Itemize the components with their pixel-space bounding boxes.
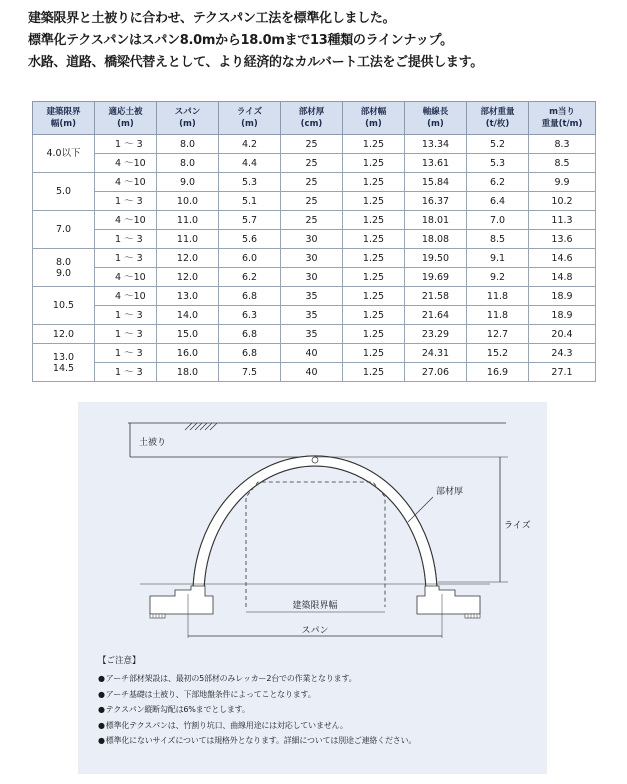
member-weight-cell: 16.9 bbox=[467, 363, 529, 382]
span-cell: 12.0 bbox=[157, 268, 219, 287]
axis-length-cell: 19.69 bbox=[405, 268, 467, 287]
member-width-cell: 1.25 bbox=[343, 211, 405, 230]
member-weight-cell: 15.2 bbox=[467, 344, 529, 363]
member-width-cell: 1.25 bbox=[343, 173, 405, 192]
header-limit-width: 建築限界 幅(m) bbox=[33, 102, 95, 135]
member-weight-cell: 11.8 bbox=[467, 287, 529, 306]
soil-cover-cell: 4 ～10 bbox=[95, 268, 157, 287]
header-span: スパン (m) bbox=[157, 102, 219, 135]
member-width-cell: 1.25 bbox=[343, 268, 405, 287]
weight-per-m-cell: 18.9 bbox=[529, 287, 596, 306]
ground-hatch bbox=[185, 423, 217, 430]
note-item: ●アーチ基礎は土被り、下部地盤条件によってことなります。 bbox=[98, 689, 316, 699]
rise-cell: 6.0 bbox=[219, 249, 281, 268]
table-row bbox=[33, 230, 596, 249]
weight-per-m-cell: 8.5 bbox=[529, 154, 596, 173]
thickness-cell: 40 bbox=[281, 344, 343, 363]
limit-width-cell: 8.0 9.0 bbox=[33, 249, 95, 287]
rise-cell: 5.3 bbox=[219, 173, 281, 192]
table-row bbox=[33, 135, 596, 154]
note-item: ●標準化テクスパンは、竹割り坑口、曲線用途には対応していません。 bbox=[98, 720, 348, 730]
header-member-width: 部材幅 (m) bbox=[343, 102, 405, 135]
member-width-cell: 1.25 bbox=[343, 135, 405, 154]
member-width-cell: 1.25 bbox=[343, 192, 405, 211]
soil-cover-cell: 1 ～ 3 bbox=[95, 249, 157, 268]
limit-width-cell: 13.0 14.5 bbox=[33, 344, 95, 382]
span-cell: 10.0 bbox=[157, 192, 219, 211]
limit-width-cell: 4.0以下 bbox=[33, 135, 95, 173]
soil-cover-cell: 4 ～10 bbox=[95, 287, 157, 306]
weight-per-m-cell: 27.1 bbox=[529, 363, 596, 382]
intro-line: 水路、道路、橋梁代替えとして、より経済的なカルバート工法をご提供します。 bbox=[28, 55, 483, 70]
member-weight-cell: 9.1 bbox=[467, 249, 529, 268]
rise-cell: 5.6 bbox=[219, 230, 281, 249]
soil-cover-cell: 1 ～ 3 bbox=[95, 135, 157, 154]
bullet-icon: ● bbox=[98, 689, 105, 699]
rise-cell: 7.5 bbox=[219, 363, 281, 382]
member-width-cell: 1.25 bbox=[343, 306, 405, 325]
notes-list bbox=[98, 671, 538, 749]
arch-outer-edge bbox=[193, 456, 437, 594]
soil-cover-cell: 4 ～10 bbox=[95, 211, 157, 230]
member-weight-cell: 5.3 bbox=[467, 154, 529, 173]
rise-cell: 6.8 bbox=[219, 344, 281, 363]
thickness-cell: 25 bbox=[281, 135, 343, 154]
weight-per-m-cell: 14.6 bbox=[529, 249, 596, 268]
clearance-label: 建築限界幅 bbox=[292, 601, 338, 611]
weight-per-m-cell: 20.4 bbox=[529, 325, 596, 344]
axis-length-cell: 13.61 bbox=[405, 154, 467, 173]
axis-length-cell: 23.29 bbox=[405, 325, 467, 344]
thickness-cell: 30 bbox=[281, 268, 343, 287]
thickness-cell: 25 bbox=[281, 192, 343, 211]
table-row bbox=[33, 192, 596, 211]
right-foundation bbox=[417, 586, 480, 618]
thickness-cell: 35 bbox=[281, 325, 343, 344]
limit-width-cell: 12.0 bbox=[33, 325, 95, 344]
axis-length-cell: 19.50 bbox=[405, 249, 467, 268]
header-weight-per-m: m当り 重量(t/m) bbox=[529, 102, 596, 135]
member-weight-cell: 5.2 bbox=[467, 135, 529, 154]
weight-per-m-cell: 13.6 bbox=[529, 230, 596, 249]
axis-length-cell: 21.58 bbox=[405, 287, 467, 306]
thickness-cell: 30 bbox=[281, 249, 343, 268]
member-weight-cell: 8.5 bbox=[467, 230, 529, 249]
member-weight-cell: 7.0 bbox=[467, 211, 529, 230]
soil-cover-cell: 4 ～10 bbox=[95, 154, 157, 173]
bullet-icon: ● bbox=[98, 720, 105, 730]
notes bbox=[98, 654, 538, 749]
intro-line: 建築限界と土被りに合わせ、テクスパン工法を標準化しました。 bbox=[28, 11, 396, 26]
arch-diagram bbox=[78, 402, 547, 774]
thickness-cell: 25 bbox=[281, 211, 343, 230]
soil-cover-cell: 1 ～ 3 bbox=[95, 192, 157, 211]
header-rise: ライズ (m) bbox=[219, 102, 281, 135]
soil-cover-cell: 1 ～ 3 bbox=[95, 230, 157, 249]
rise-cell: 4.4 bbox=[219, 154, 281, 173]
axis-length-cell: 27.06 bbox=[405, 363, 467, 382]
soil-cover-cell: 4 ～10 bbox=[95, 173, 157, 192]
rise-cell: 5.7 bbox=[219, 211, 281, 230]
note-item: ●テクスパン縦断勾配は6%までとします。 bbox=[98, 705, 250, 714]
span-cell: 8.0 bbox=[157, 135, 219, 154]
weight-per-m-cell: 9.9 bbox=[529, 173, 596, 192]
table-row bbox=[33, 344, 596, 363]
span-cell: 13.0 bbox=[157, 287, 219, 306]
axis-length-cell: 24.31 bbox=[405, 344, 467, 363]
header-soil-cover: 適応土被 (m) bbox=[95, 102, 157, 135]
span-cell: 11.0 bbox=[157, 230, 219, 249]
limit-width-cell: 5.0 bbox=[33, 173, 95, 211]
limit-width-cell: 7.0 bbox=[33, 211, 95, 249]
intro-text bbox=[28, 8, 618, 74]
note-item: ●アーチ部材架設は、最初の5部材のみレッカー2台での作業となります。 bbox=[98, 674, 357, 683]
arch-member bbox=[193, 456, 437, 594]
cover-label: 土被り bbox=[139, 438, 167, 448]
intro-line: 標準化テクスパンはスパン8.0mから18.0mまで13種類のラインナップ。 bbox=[28, 33, 453, 48]
weight-per-m-cell: 14.8 bbox=[529, 268, 596, 287]
axis-length-cell: 16.37 bbox=[405, 192, 467, 211]
span-cell: 16.0 bbox=[157, 344, 219, 363]
arch-outline bbox=[193, 456, 437, 594]
member-weight-cell: 12.7 bbox=[467, 325, 529, 344]
bullet-icon: ● bbox=[98, 674, 105, 683]
span-cell: 18.0 bbox=[157, 363, 219, 382]
bullet-icon: ● bbox=[98, 736, 105, 745]
weight-per-m-cell: 11.3 bbox=[529, 211, 596, 230]
header-thickness: 部材厚 (cm) bbox=[281, 102, 343, 135]
soil-cover-cell: 1 ～ 3 bbox=[95, 325, 157, 344]
member-width-cell: 1.25 bbox=[343, 363, 405, 382]
weight-per-m-cell: 24.3 bbox=[529, 344, 596, 363]
axis-length-cell: 15.84 bbox=[405, 173, 467, 192]
rise-cell: 4.2 bbox=[219, 135, 281, 154]
member-width-cell: 1.25 bbox=[343, 287, 405, 306]
thickness-cell: 35 bbox=[281, 287, 343, 306]
thickness-cell: 25 bbox=[281, 154, 343, 173]
thickness-cell: 40 bbox=[281, 363, 343, 382]
span-cell: 14.0 bbox=[157, 306, 219, 325]
limit-width-cell: 10.5 bbox=[33, 287, 95, 325]
span-cell: 15.0 bbox=[157, 325, 219, 344]
header-member-weight: 部材重量 (t/枚) bbox=[467, 102, 529, 135]
member-width-cell: 1.25 bbox=[343, 230, 405, 249]
rise-cell: 6.8 bbox=[219, 325, 281, 344]
arch-inner-edge bbox=[204, 466, 426, 594]
table-row bbox=[33, 287, 596, 306]
weight-per-m-cell: 18.9 bbox=[529, 306, 596, 325]
rise-cell: 6.3 bbox=[219, 306, 281, 325]
left-foundation bbox=[150, 586, 213, 618]
member-weight-cell: 6.4 bbox=[467, 192, 529, 211]
thickness-label: 部材厚 bbox=[436, 487, 464, 497]
member-weight-cell: 11.8 bbox=[467, 306, 529, 325]
spec-table bbox=[32, 101, 596, 382]
table-header-row bbox=[33, 102, 596, 135]
note-item: ●標準化にないサイズについては規格外となります。詳細については別途ご連絡ください。 bbox=[98, 736, 417, 745]
thickness-cell: 35 bbox=[281, 306, 343, 325]
notes-title: 【ご注意】 bbox=[98, 656, 141, 666]
header-axis-length: 軸線長 (m) bbox=[405, 102, 467, 135]
span-cell: 12.0 bbox=[157, 249, 219, 268]
rise-label: ライズ bbox=[504, 521, 531, 531]
clearance-envelope bbox=[246, 482, 385, 607]
span-cell: 8.0 bbox=[157, 154, 219, 173]
member-width-cell: 1.25 bbox=[343, 154, 405, 173]
table-body bbox=[33, 135, 596, 382]
member-weight-cell: 9.2 bbox=[467, 268, 529, 287]
member-width-cell: 1.25 bbox=[343, 249, 405, 268]
weight-per-m-cell: 10.2 bbox=[529, 192, 596, 211]
table-row bbox=[33, 306, 596, 325]
rise-cell: 5.1 bbox=[219, 192, 281, 211]
thickness-cell: 25 bbox=[281, 173, 343, 192]
rise-cell: 6.2 bbox=[219, 268, 281, 287]
soil-cover-cell: 1 ～ 3 bbox=[95, 344, 157, 363]
span-label: スパン bbox=[301, 626, 329, 636]
table-row bbox=[33, 363, 596, 382]
member-weight-cell: 6.2 bbox=[467, 173, 529, 192]
table-row bbox=[33, 268, 596, 287]
axis-length-cell: 18.01 bbox=[405, 211, 467, 230]
soil-cover-cell: 1 ～ 3 bbox=[95, 363, 157, 382]
table-row bbox=[33, 173, 596, 192]
bullet-icon: ● bbox=[98, 705, 105, 714]
member-width-cell: 1.25 bbox=[343, 344, 405, 363]
span-cell: 11.0 bbox=[157, 211, 219, 230]
axis-length-cell: 13.34 bbox=[405, 135, 467, 154]
table-row bbox=[33, 325, 596, 344]
span-cell: 9.0 bbox=[157, 173, 219, 192]
table-row bbox=[33, 249, 596, 268]
weight-per-m-cell: 8.3 bbox=[529, 135, 596, 154]
thickness-cell: 30 bbox=[281, 230, 343, 249]
member-width-cell: 1.25 bbox=[343, 325, 405, 344]
crown-hinge bbox=[312, 457, 318, 463]
table-row bbox=[33, 154, 596, 173]
table-row bbox=[33, 211, 596, 230]
soil-cover-cell: 1 ～ 3 bbox=[95, 306, 157, 325]
axis-length-cell: 21.64 bbox=[405, 306, 467, 325]
arch-diagram-drawing bbox=[78, 402, 547, 652]
axis-length-cell: 18.08 bbox=[405, 230, 467, 249]
rise-cell: 6.8 bbox=[219, 287, 281, 306]
arch-inner-outline bbox=[204, 466, 426, 594]
